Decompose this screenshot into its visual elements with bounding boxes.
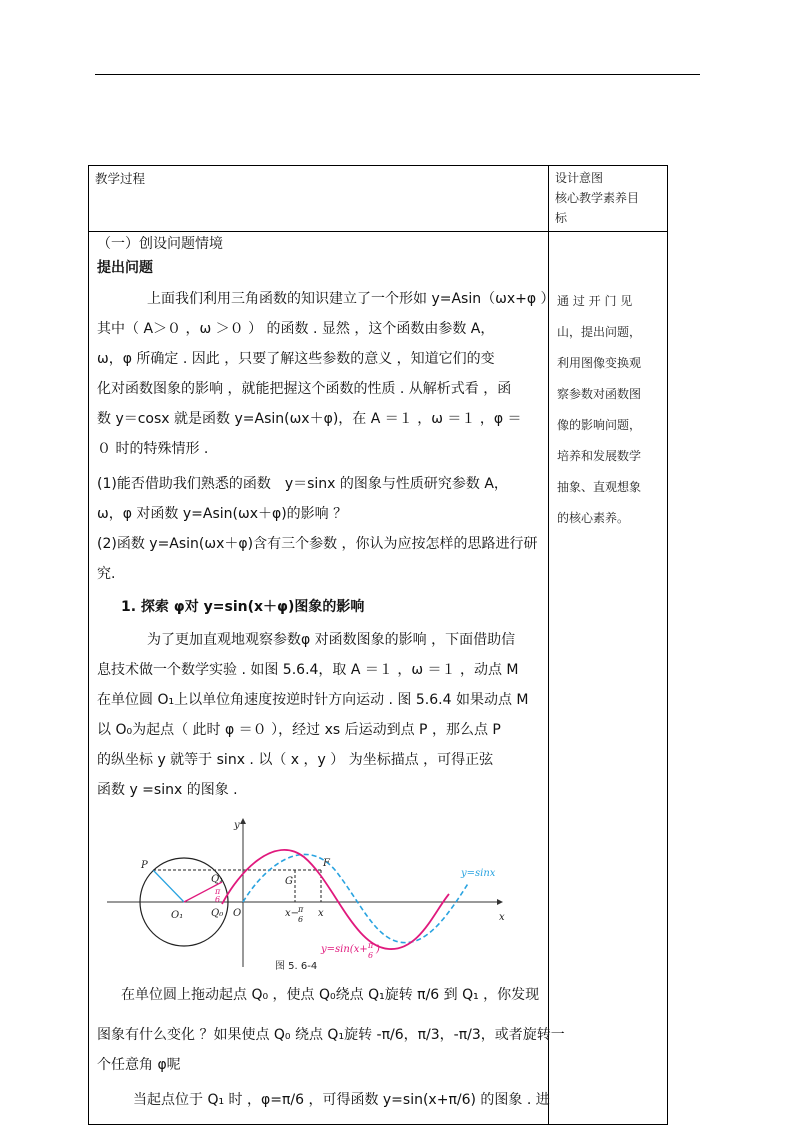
header-left-label: 教学过程: [95, 171, 146, 186]
angle-pi: π: [215, 887, 221, 896]
radius-to-P: [153, 870, 184, 902]
para1-line: ω，φ 所确定 . 因此 ，只要了解这些参数的意义 ，知道它们的变: [97, 351, 495, 367]
note-line: 察参数对函数图: [557, 387, 642, 401]
para3-line: 图象有什么变化 ？如果使点 Q₀ 绕点 Q₁旋转 -π/6，π/3，-π/3，或者旋转一: [97, 1027, 565, 1043]
shifted-curve-label: y=sin(x+: [321, 944, 368, 955]
angle-six: 6: [215, 895, 221, 904]
para1-line: 上面我们利用三角函数的知识建立了一个形如 y=Asin（ωx+φ ）: [147, 291, 555, 307]
label-x-minus: x−: [285, 908, 300, 919]
label-pi: π: [298, 905, 304, 914]
design-intent-column: [549, 232, 668, 1125]
sin-curve: [243, 854, 469, 942]
para3-line: 个任意角 φ呢: [97, 1057, 181, 1073]
question-1-line: ω，φ 对函数 y=Asin(ωx＋φ)的影响 ？: [97, 506, 348, 522]
para1-line: 化对函数图象的影响 ，就能把握这个函数的性质 . 从解析式看 ，函: [97, 381, 512, 397]
para2-line: 的纵坐标 y 就等于 sinx . 以（ x ，y ） 为坐标描点 ，可得正弦: [97, 752, 494, 768]
question-1-line: (1)能否借助我们熟悉的函数 y＝sinx 的图象与性质研究参数 A，: [97, 476, 508, 492]
label-O1: O₁: [171, 910, 184, 921]
shifted-label-close: ): [376, 944, 380, 955]
para1-line: 数 y＝cosx 就是函数 y=Asin(ωx＋φ)，在 A ＝１ ，ω ＝１ ，φ ＝: [97, 411, 522, 427]
note-line: 的核心素养。: [557, 511, 630, 525]
label-y: y: [234, 820, 240, 831]
note-line: 通 过 开 门 见: [557, 294, 633, 308]
note-line: 利用图像变换观: [557, 356, 642, 370]
note-line: 山，提出问题，: [557, 325, 642, 339]
header-right-line: 设计意图: [555, 171, 604, 185]
header-design-intent: [549, 166, 668, 232]
figure-5-6-4: [99, 812, 519, 972]
para2-line: 为了更加直观地观察参数φ 对函数图象的影响 ，下面借助信: [147, 632, 516, 648]
sin-curve-label: y=sinx: [461, 868, 496, 879]
label-P: P: [141, 860, 148, 871]
note-line: 培养和发展数学: [557, 449, 642, 463]
para2-line: 在单位圆 O₁上以单位角速度按逆时针方向运动 . 图 5.6.4 如果动点 M: [97, 692, 529, 708]
label-Q1: Q₁: [211, 874, 224, 885]
header-right-line: 标: [555, 211, 568, 225]
note-line: 像的影响问题，: [557, 418, 642, 432]
para3-line: 当起点位于 Q₁ 时 ，φ=π/6 ，可得函数 y=sin(x+π/6) 的图象 . 进: [133, 1092, 550, 1108]
question-2-line: 究.: [97, 566, 116, 582]
subheading: 提出问题: [97, 260, 153, 276]
header-right-line: 核心教学素养目: [555, 191, 640, 205]
explore-title: 1. 探索 φ对 y=sin(x＋φ)图象的影响: [121, 599, 365, 615]
section-title: （一）创设问题情境: [97, 236, 223, 252]
para1-line: ０ 时的特殊情形 .: [97, 441, 209, 457]
teaching-body: [89, 232, 565, 1125]
header-rule: [95, 74, 700, 75]
figure-caption: 图 5. 6-4: [275, 961, 318, 972]
label-F: F: [323, 858, 330, 869]
shifted-sin-curve: [222, 850, 449, 949]
para2-line: 以 O₀为起点（ 此时 φ ＝０ ），经过 xs 后运动到点 P ，那么点 P: [97, 722, 501, 738]
label-x-right: x: [318, 908, 324, 919]
para2-line: 函数 y =sinx 的图象 .: [97, 782, 238, 798]
label-six: 6: [298, 915, 304, 924]
x-axis-arrow: [497, 899, 503, 905]
label-Q0: Q₀: [211, 908, 224, 919]
para3-line: 在单位圆上拖动起点 Q₀ ，使点 Q₀绕点 Q₁旋转 π/6 到 Q₁ ，你发现: [121, 987, 540, 1003]
y-axis-arrow: [240, 818, 246, 824]
question-2-line: (2)函数 y=Asin(ωx＋φ)含有三个参数 ，你认为应按怎样的思路进行研: [97, 536, 538, 552]
label-G: G: [285, 876, 293, 887]
lesson-table: [88, 165, 668, 1125]
note-line: 抽象、直观想象: [557, 480, 642, 494]
shifted-label-six: 6: [368, 951, 374, 960]
para2-line: 息技术做一个数学实验 . 如图 5.6.4，取 A ＝１ ，ω ＝１ ，动点 M: [97, 662, 519, 678]
para1-line: 其中（ A＞０ ，ω ＞０ ） 的函数 . 显然 ，这个函数由参数 A，: [97, 321, 495, 337]
label-O: O: [233, 908, 242, 919]
label-x: x: [499, 912, 505, 923]
header-teaching-process: [89, 166, 549, 232]
shifted-label-pi: π: [368, 941, 374, 950]
